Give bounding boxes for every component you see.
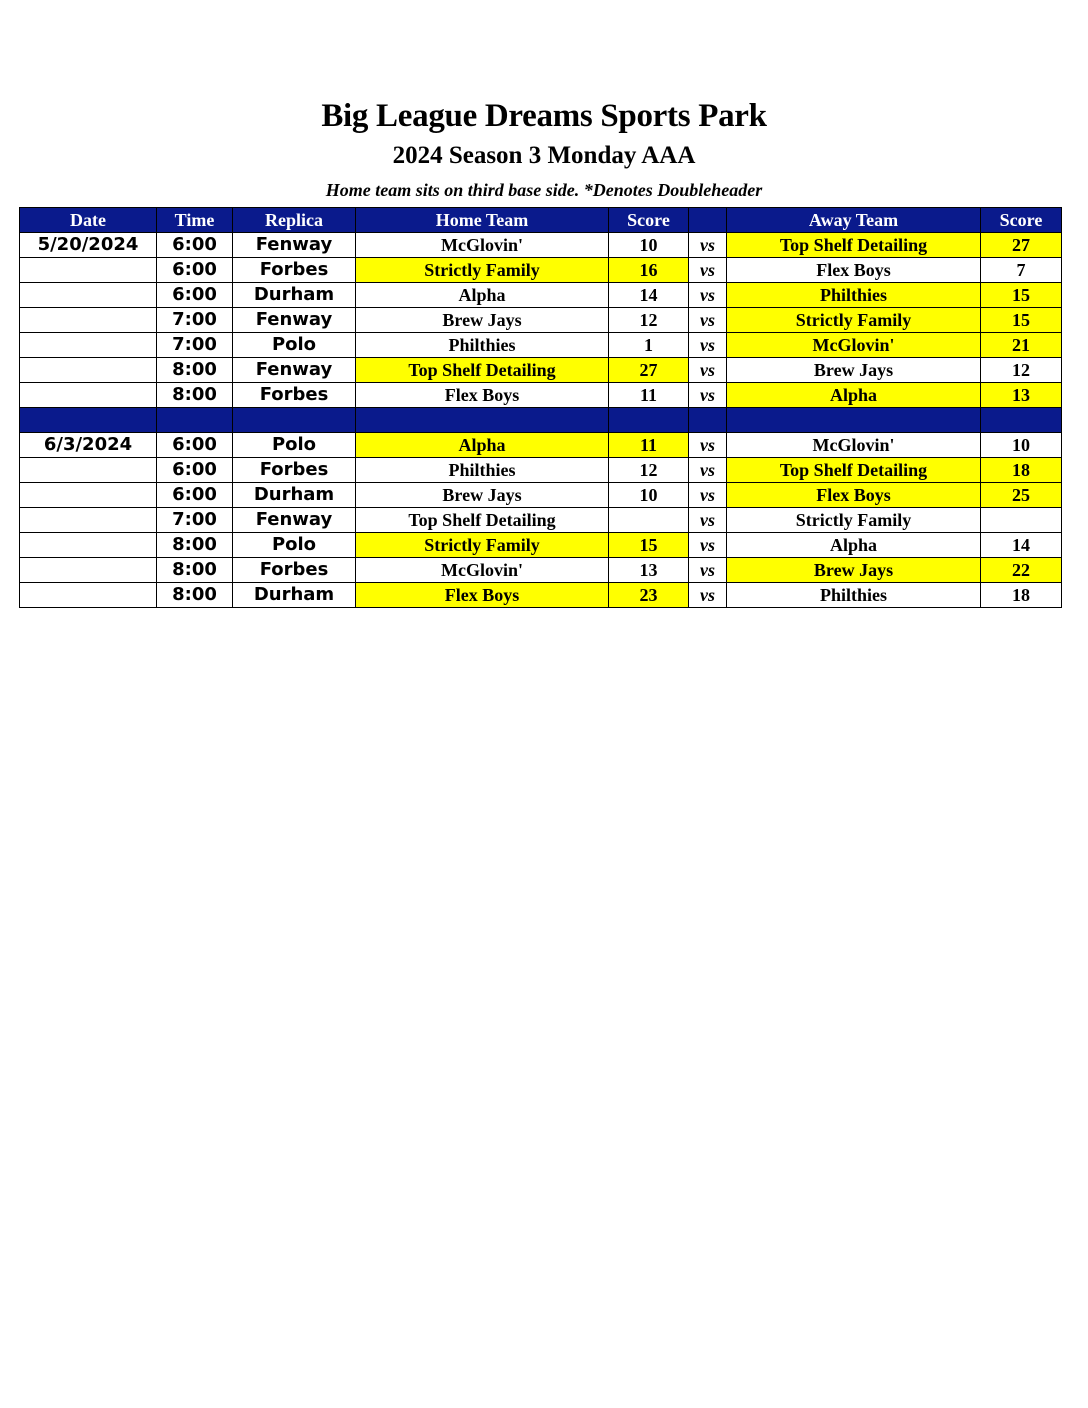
away-team: Top Shelf Detailing (727, 458, 981, 483)
versus-label: vs (689, 558, 727, 583)
game-date (20, 483, 157, 508)
versus-label: vs (689, 483, 727, 508)
home-score: 10 (609, 233, 689, 258)
game-replica: Fenway (233, 233, 356, 258)
away-score: 18 (981, 458, 1062, 483)
separator-cell (233, 408, 356, 433)
table-row (20, 383, 1062, 408)
home-team: Alpha (356, 433, 609, 458)
away-team: Flex Boys (727, 483, 981, 508)
game-time: 6:00 (157, 483, 233, 508)
game-time: 6:00 (157, 233, 233, 258)
table-row (20, 308, 1062, 333)
game-replica: Forbes (233, 258, 356, 283)
game-replica: Durham (233, 283, 356, 308)
home-team: Philthies (356, 458, 609, 483)
header-vs (689, 208, 727, 233)
game-date (20, 508, 157, 533)
game-date: 5/20/2024 (20, 233, 157, 258)
versus-label: vs (689, 533, 727, 558)
away-score (981, 508, 1062, 533)
header-row (20, 208, 1062, 233)
game-date: 6/3/2024 (20, 433, 157, 458)
home-score: 14 (609, 283, 689, 308)
game-replica: Forbes (233, 383, 356, 408)
header-away-team: Away Team (727, 208, 981, 233)
schedule-table (19, 207, 1062, 608)
home-score: 10 (609, 483, 689, 508)
away-score: 13 (981, 383, 1062, 408)
versus-label: vs (689, 283, 727, 308)
versus-label: vs (689, 308, 727, 333)
away-score: 10 (981, 433, 1062, 458)
game-date (20, 358, 157, 383)
home-score: 15 (609, 533, 689, 558)
home-team: Top Shelf Detailing (356, 508, 609, 533)
home-score: 27 (609, 358, 689, 383)
header-home-score: Score (609, 208, 689, 233)
game-replica: Forbes (233, 558, 356, 583)
game-date (20, 308, 157, 333)
game-time: 6:00 (157, 458, 233, 483)
game-time: 6:00 (157, 283, 233, 308)
table-row (20, 508, 1062, 533)
game-date (20, 558, 157, 583)
away-team: Flex Boys (727, 258, 981, 283)
separator-cell (609, 408, 689, 433)
home-score: 1 (609, 333, 689, 358)
home-team: McGlovin' (356, 558, 609, 583)
group-separator-row (20, 408, 1062, 433)
game-date (20, 458, 157, 483)
away-team: Strictly Family (727, 508, 981, 533)
home-score: 11 (609, 383, 689, 408)
away-team: Philthies (727, 583, 981, 608)
game-time: 8:00 (157, 583, 233, 608)
home-team: Brew Jays (356, 483, 609, 508)
game-replica: Polo (233, 333, 356, 358)
away-team: Alpha (727, 533, 981, 558)
table-row (20, 583, 1062, 608)
table-row (20, 483, 1062, 508)
table-row (20, 283, 1062, 308)
versus-label: vs (689, 583, 727, 608)
separator-cell (356, 408, 609, 433)
home-team: Brew Jays (356, 308, 609, 333)
separator-cell (20, 408, 157, 433)
table-row (20, 533, 1062, 558)
home-score: 23 (609, 583, 689, 608)
away-score: 14 (981, 533, 1062, 558)
away-score: 21 (981, 333, 1062, 358)
doubleheader-note: Home team sits on third base side. *Denotes Doubleheader (325, 180, 763, 200)
home-score: 12 (609, 308, 689, 333)
away-team: Strictly Family (727, 308, 981, 333)
away-team: Brew Jays (727, 358, 981, 383)
home-team: McGlovin' (356, 233, 609, 258)
game-replica: Polo (233, 533, 356, 558)
home-score (609, 508, 689, 533)
separator-cell (157, 408, 233, 433)
versus-label: vs (689, 233, 727, 258)
game-time: 6:00 (157, 258, 233, 283)
home-team: Alpha (356, 283, 609, 308)
home-team: Top Shelf Detailing (356, 358, 609, 383)
home-team: Flex Boys (356, 383, 609, 408)
table-row (20, 458, 1062, 483)
game-time: 7:00 (157, 333, 233, 358)
game-time: 8:00 (157, 533, 233, 558)
table-row (20, 333, 1062, 358)
separator-cell (727, 408, 981, 433)
header-time: Time (157, 208, 233, 233)
away-score: 15 (981, 308, 1062, 333)
game-time: 8:00 (157, 558, 233, 583)
game-replica: Fenway (233, 508, 356, 533)
game-time: 6:00 (157, 433, 233, 458)
home-team: Philthies (356, 333, 609, 358)
game-replica: Durham (233, 583, 356, 608)
versus-label: vs (689, 458, 727, 483)
game-date (20, 333, 157, 358)
away-team: Top Shelf Detailing (727, 233, 981, 258)
game-date (20, 383, 157, 408)
game-date (20, 583, 157, 608)
header-replica: Replica (233, 208, 356, 233)
table-row (20, 558, 1062, 583)
home-score: 13 (609, 558, 689, 583)
game-time: 8:00 (157, 383, 233, 408)
versus-label: vs (689, 433, 727, 458)
table-row (20, 258, 1062, 283)
game-time: 8:00 (157, 358, 233, 383)
away-score: 27 (981, 233, 1062, 258)
home-score: 12 (609, 458, 689, 483)
game-replica: Fenway (233, 308, 356, 333)
game-replica: Polo (233, 433, 356, 458)
home-team: Flex Boys (356, 583, 609, 608)
home-team: Strictly Family (356, 533, 609, 558)
home-team: Strictly Family (356, 258, 609, 283)
game-date (20, 258, 157, 283)
versus-label: vs (689, 333, 727, 358)
game-replica: Fenway (233, 358, 356, 383)
versus-label: vs (689, 258, 727, 283)
page-subtitle: 2024 Season 3 Monday AAA (392, 142, 696, 169)
game-replica: Forbes (233, 458, 356, 483)
header-away-score: Score (981, 208, 1062, 233)
table-row (20, 433, 1062, 458)
away-team: Alpha (727, 383, 981, 408)
game-time: 7:00 (157, 308, 233, 333)
away-score: 25 (981, 483, 1062, 508)
versus-label: vs (689, 383, 727, 408)
game-replica: Durham (233, 483, 356, 508)
away-team: Brew Jays (727, 558, 981, 583)
game-date (20, 533, 157, 558)
home-score: 16 (609, 258, 689, 283)
game-time: 7:00 (157, 508, 233, 533)
separator-cell (981, 408, 1062, 433)
table-row (20, 358, 1062, 383)
separator-cell (689, 408, 727, 433)
away-score: 18 (981, 583, 1062, 608)
away-score: 22 (981, 558, 1062, 583)
versus-label: vs (689, 358, 727, 383)
home-score: 11 (609, 433, 689, 458)
page-title: Big League Dreams Sports Park (321, 98, 767, 134)
away-team: McGlovin' (727, 433, 981, 458)
versus-label: vs (689, 508, 727, 533)
away-score: 15 (981, 283, 1062, 308)
away-team: McGlovin' (727, 333, 981, 358)
away-score: 12 (981, 358, 1062, 383)
away-score: 7 (981, 258, 1062, 283)
header-home-team: Home Team (356, 208, 609, 233)
header-date: Date (20, 208, 157, 233)
game-date (20, 283, 157, 308)
table-row (20, 233, 1062, 258)
away-team: Philthies (727, 283, 981, 308)
